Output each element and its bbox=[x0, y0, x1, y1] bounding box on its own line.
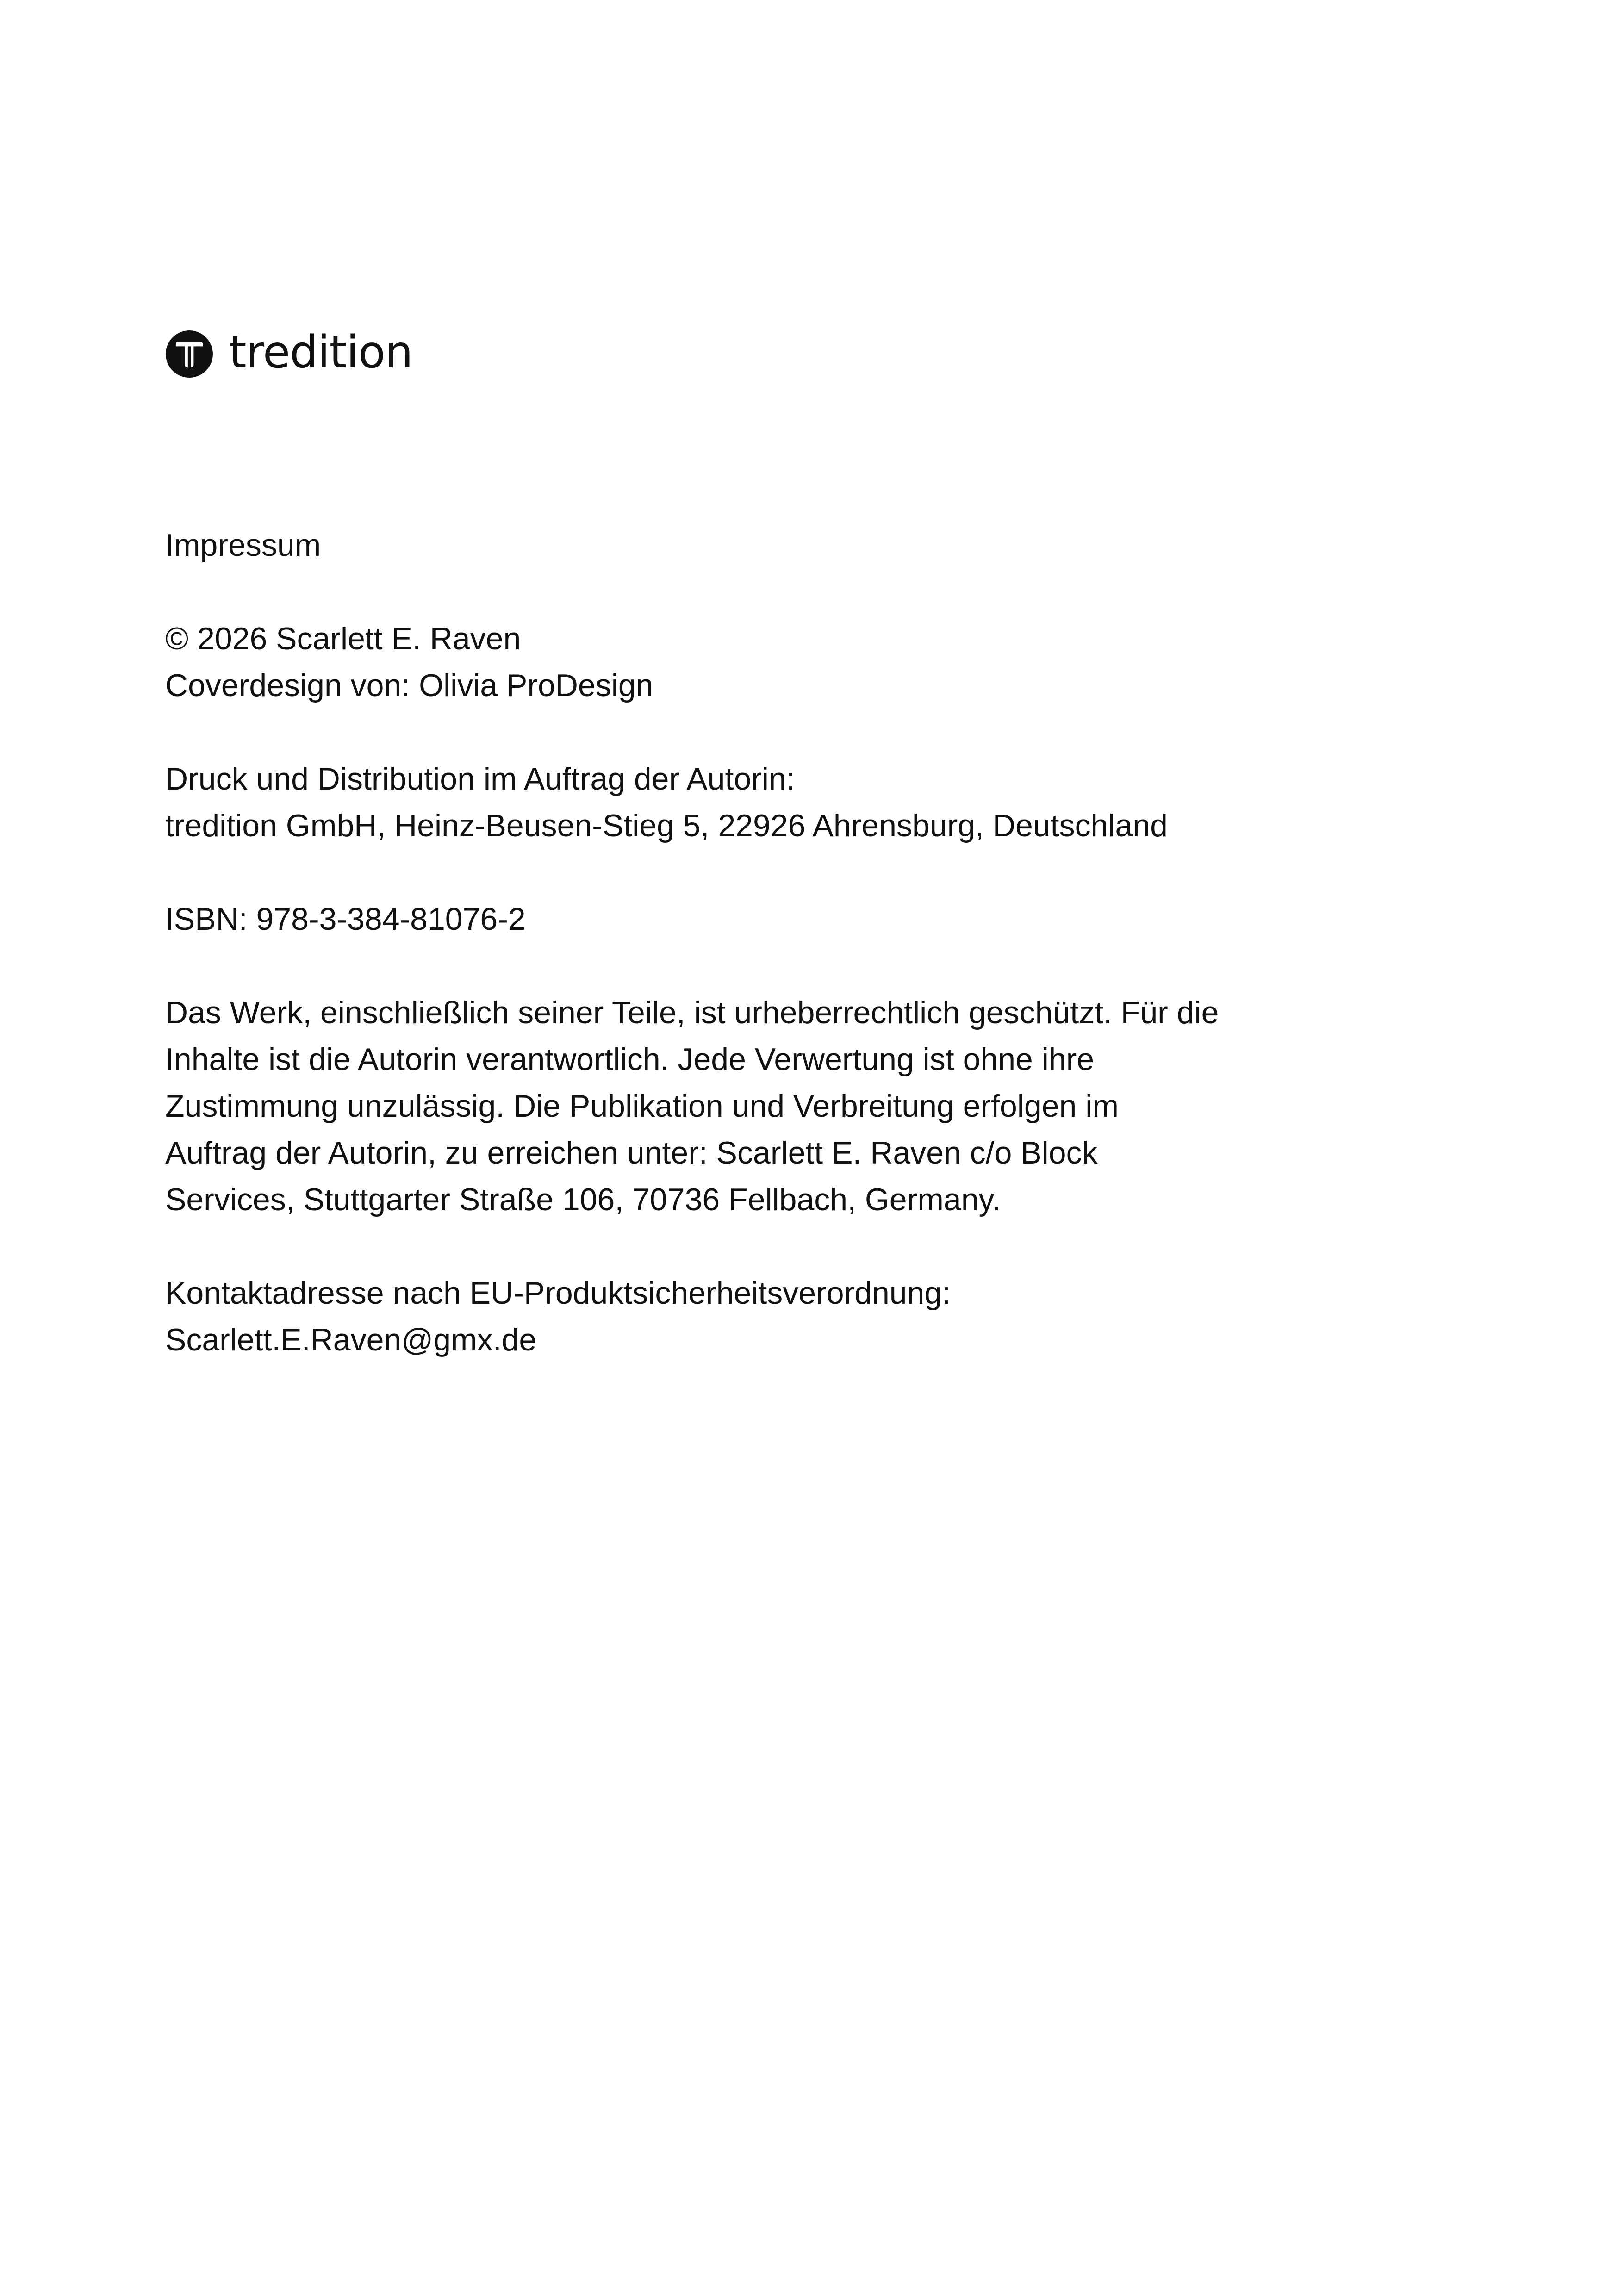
publisher-logo bbox=[165, 326, 413, 380]
tredition-logo-icon bbox=[165, 330, 213, 378]
imprint-section bbox=[165, 522, 1415, 1363]
imprint-heading-block bbox=[165, 522, 1415, 569]
rights-line: Zustimmung unzulässig. Die Publikation und Verbreitung erfolgen im bbox=[165, 1089, 1119, 1124]
publisher-wordmark: tredition bbox=[229, 326, 413, 378]
isbn-block bbox=[165, 896, 1415, 943]
publisher-address: tredition GmbH, Heinz-Beusen-Stieg 5, 22926 Ahrensburg, Deutschland bbox=[165, 808, 1168, 843]
rights-line: Das Werk, einschließlich seiner Teile, ist urheberrechtlich geschützt. Für die bbox=[165, 995, 1219, 1030]
contact-email: Scarlett.E.Raven@gmx.de bbox=[165, 1322, 537, 1357]
isbn-line: ISBN: 978-3-384-81076-2 bbox=[165, 902, 526, 937]
copyright-line: © 2026 Scarlett E. Raven bbox=[165, 621, 521, 656]
rights-line: Services, Stuttgarter Straße 106, 70736 Fellbach, Germany. bbox=[165, 1182, 1001, 1217]
contact-block bbox=[165, 1270, 1415, 1363]
rights-block bbox=[165, 989, 1415, 1223]
imprint-heading: Impressum bbox=[165, 528, 321, 563]
print-distribution-block bbox=[165, 756, 1415, 849]
contact-label: Kontaktadresse nach EU-Produktsicherheitsverordnung: bbox=[165, 1276, 951, 1311]
rights-line: Auftrag der Autorin, zu erreichen unter: Scarlett E. Raven c/o Block bbox=[165, 1135, 1098, 1170]
cover-design-line: Coverdesign von: Olivia ProDesign bbox=[165, 668, 653, 703]
rights-line: Inhalte ist die Autorin verantwortlich. Jede Verwertung ist ohne ihre bbox=[165, 1042, 1095, 1077]
print-distribution-label: Druck und Distribution im Auftrag der Autorin: bbox=[165, 761, 795, 796]
copyright-block bbox=[165, 616, 1415, 709]
